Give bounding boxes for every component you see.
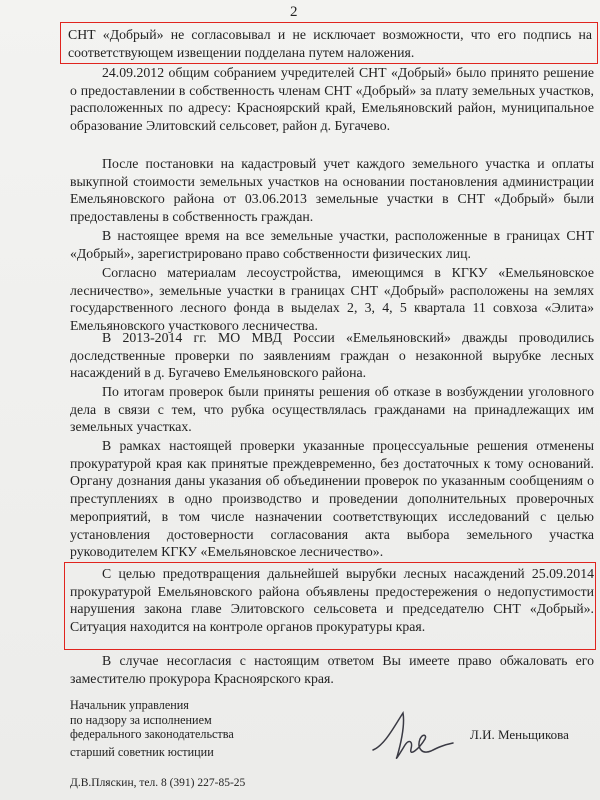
paragraph-1: СНТ «Добрый» не согласовывал и не исключает возможности, что его подпись на соответствующем извещении подделана путем наложения.	[68, 27, 592, 60]
paragraph-7: По итогам проверок были приняты решения об отказе в возбуждении уголовного дела в связи с тем, что рубка осуществлялась гражданами на принадлежащих им земельных участках.	[70, 384, 594, 435]
position-line: по надзору за исполнением	[70, 712, 212, 727]
executor-contact: Д.В.Пляскин, тел. 8 (391) 227-85-25	[70, 777, 246, 789]
page-number: 2	[290, 4, 298, 20]
position-line: федерального законодательства	[70, 727, 234, 741]
handwritten-signature	[365, 705, 465, 765]
paragraph-9: С целью предотвращения дальнейшей вырубки лесных насаждений 25.09.2014 прокуратурой Емельяновского района объявлены предостережения о недопустимости нарушения закона главе Элитовского сельсовета и председателю СНТ «Добрый». Ситуация находится на контроле органов прокуратуры края.	[70, 566, 594, 635]
paragraph-2: 24.09.2012 общим собранием учредителей СНТ «Добрый» было принято решение о предоставлении в собственность членам СНТ «Добрый» за плату земельных участков, расположенных по адресу: Красноярский край, Емельяновский район, муниципальное образование Элитовский сельсовет, район д. Бугачево.	[70, 65, 594, 134]
paragraph-3: После постановки на кадастровый учет каждого земельного участка и оплаты выкупной стоимости земельных участков на основании постановления администрации Емельяновского района от 03.06.2013 земельные участки в СНТ «Добрый» были предоставлены в собственность граждан.	[70, 156, 594, 225]
signatory-name: Л.И. Меньщикова	[470, 727, 569, 742]
paragraph-6: В 2013-2014 гг. МО МВД России «Емельяновский» дважды проводились доследственные проверки по заявлениям граждан о незаконной вырубке лесных насаждений в д. Бугачево Емельяновского района.	[70, 330, 594, 381]
signatory-rank: старший советник юстиции	[70, 745, 214, 759]
paragraph-5: Согласно материалам лесоустройства, имеющимся в КГКУ «Емельяновское лесничество», земельные участки в границах СНТ «Добрый» расположены на землях государственного лесного фонда в выделах 2, 3, 4, 5 квартала 11 совхоза «Элита» Емельяновского участкового лесничества.	[70, 265, 594, 334]
paragraph-10: В случае несогласия с настоящим ответом Вы имеете право обжаловать его заместителю прокурора Красноярского края.	[70, 653, 594, 686]
signatory-position	[70, 698, 234, 742]
position-line: Начальник управления	[70, 698, 189, 712]
paragraph-4: В настоящее время на все земельные участки, расположенные в границах СНТ «Добрый», зарегистрировано право собственности физических лиц.	[70, 228, 594, 261]
paragraph-8: В рамках настоящей проверки указанные процессуальные решения отменены прокуратурой края как принятые преждевременно, без достаточных к тому оснований. Органу дознания даны указания об объединении проверок по указанным сообщениям о преступлениях в одно производство и проведении дополнительных проверочных мероприятий, в том числе назначении соответствующих исследований с целью установления достоверности согласования акта выбора земельного участка руководителем КГКУ «Емельяновское лесничество».	[70, 438, 594, 560]
